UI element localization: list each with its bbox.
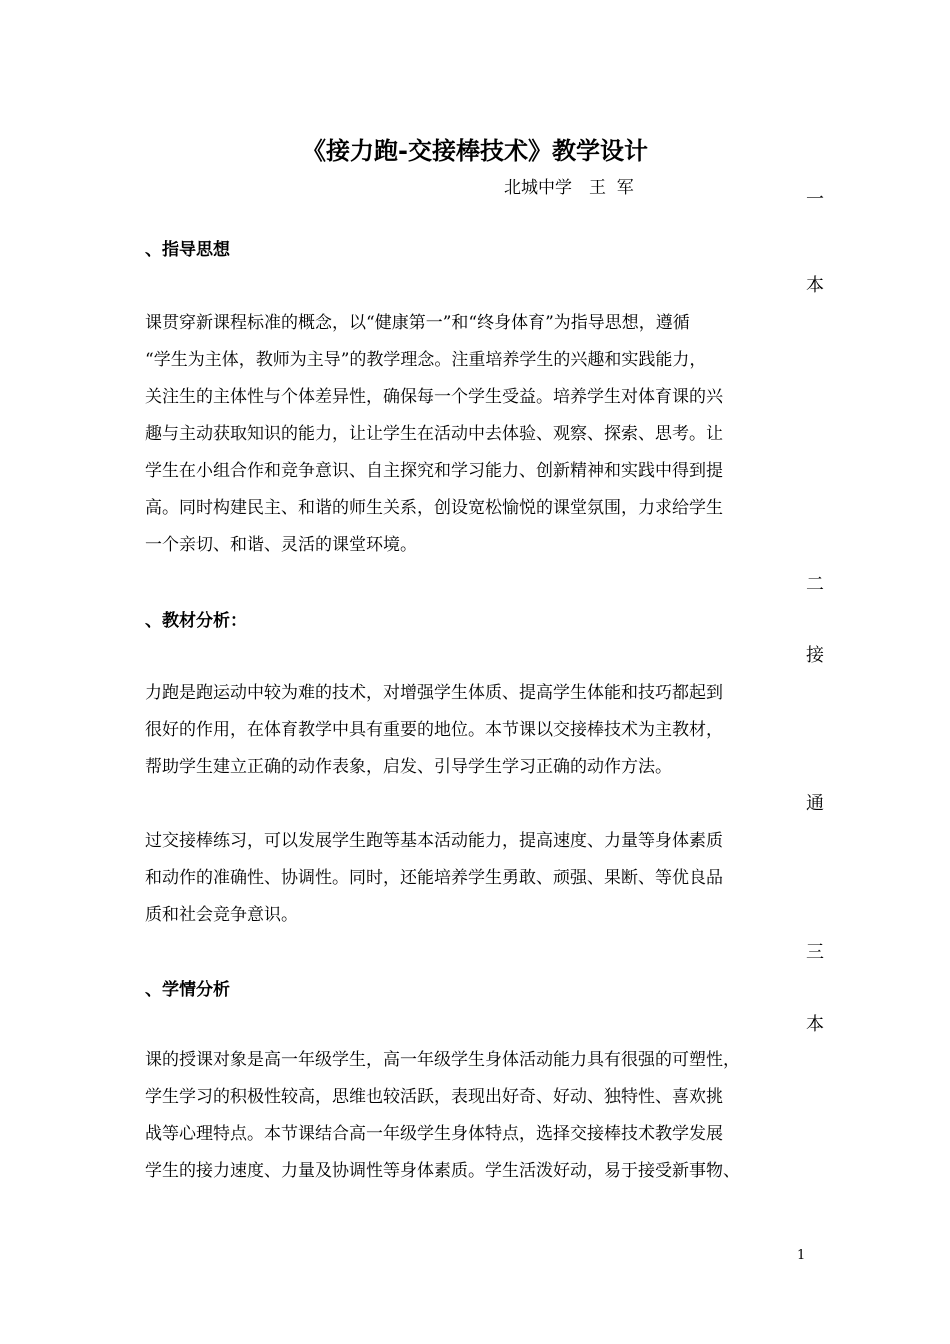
author-line: 北城中学 王 军 bbox=[504, 178, 634, 198]
text-line: 一个亲切、和谐、灵活的课堂环境。 bbox=[145, 535, 417, 555]
section-2-para-1-first-char: 接 bbox=[806, 645, 824, 666]
section-3-number: 三 bbox=[806, 942, 824, 963]
text-line: 力跑是跑运动中较为难的技术，对增强学生体质、提高学生体能和技巧都起到 bbox=[145, 683, 723, 703]
text-line: 学生学习的积极性较高，思维也较活跃，表现出好奇、好动、独特性、喜欢挑 bbox=[145, 1087, 723, 1107]
text-line: 关注生的主体性与个体差异性，确保每一个学生受益。培养学生对体育课的兴 bbox=[145, 387, 723, 407]
section-2-para-2-first-char: 通 bbox=[806, 793, 824, 814]
text-line: 过交接棒练习，可以发展学生跑等基本活动能力，提高速度、力量等身体素质 bbox=[145, 831, 723, 851]
text-line: 和动作的准确性、协调性。同时，还能培养学生勇敢、顽强、果断、等优良品 bbox=[145, 868, 723, 888]
text-line: 学生的接力速度、力量及协调性等身体素质。学生活泼好动，易于接受新事物、 bbox=[145, 1161, 740, 1181]
section-2-number: 二 bbox=[806, 574, 824, 595]
section-3-heading: 、学情分析 bbox=[145, 980, 230, 1000]
section-1-heading: 、指导思想 bbox=[145, 240, 230, 260]
section-2-paragraph-2 bbox=[145, 823, 810, 934]
text-line: 质和社会竞争意识。 bbox=[145, 905, 298, 925]
text-line: 课的授课对象是高一年级学生，高一年级学生身体活动能力具有很强的可塑性， bbox=[145, 1050, 740, 1070]
section-1-number: 一 bbox=[806, 189, 824, 210]
text-line: 趣与主动获取知识的能力，让让学生在活动中去体验、观察、探索、思考。让 bbox=[145, 424, 723, 444]
text-line: 高。同时构建民主、和谐的师生关系，创设宽松愉悦的课堂氛围，力求给学生 bbox=[145, 498, 723, 518]
section-3-paragraph-1 bbox=[145, 1042, 810, 1190]
document-title: 《接力跑-交接棒技术》教学设计 bbox=[302, 137, 648, 165]
text-line: “学生为主体，教师为主导”的教学理念。注重培养学生的兴趣和实践能力， bbox=[145, 350, 707, 370]
section-1-para-1-first-char: 本 bbox=[806, 275, 824, 296]
section-2-paragraph-1 bbox=[145, 675, 810, 786]
text-line: 课贯穿新课程标准的概念，以“健康第一”和“终身体育”为指导思想，遵循 bbox=[145, 313, 690, 333]
text-line: 学生在小组合作和竞争意识、自主探究和学习能力、创新精神和实践中得到提 bbox=[145, 461, 723, 481]
text-line: 战等心理特点。本节课结合高一年级学生身体特点，选择交接棒技术教学发展 bbox=[145, 1124, 723, 1144]
section-1-paragraph-1 bbox=[145, 305, 810, 564]
text-line: 很好的作用，在体育教学中具有重要的地位。本节课以交接棒技术为主教材， bbox=[145, 720, 723, 740]
section-3-para-1-first-char: 本 bbox=[806, 1014, 824, 1035]
page-number: 1 bbox=[797, 1248, 806, 1263]
text-line: 帮助学生建立正确的动作表象，启发、引导学生学习正确的动作方法。 bbox=[145, 757, 672, 777]
section-2-heading: 、教材分析： bbox=[145, 611, 247, 631]
